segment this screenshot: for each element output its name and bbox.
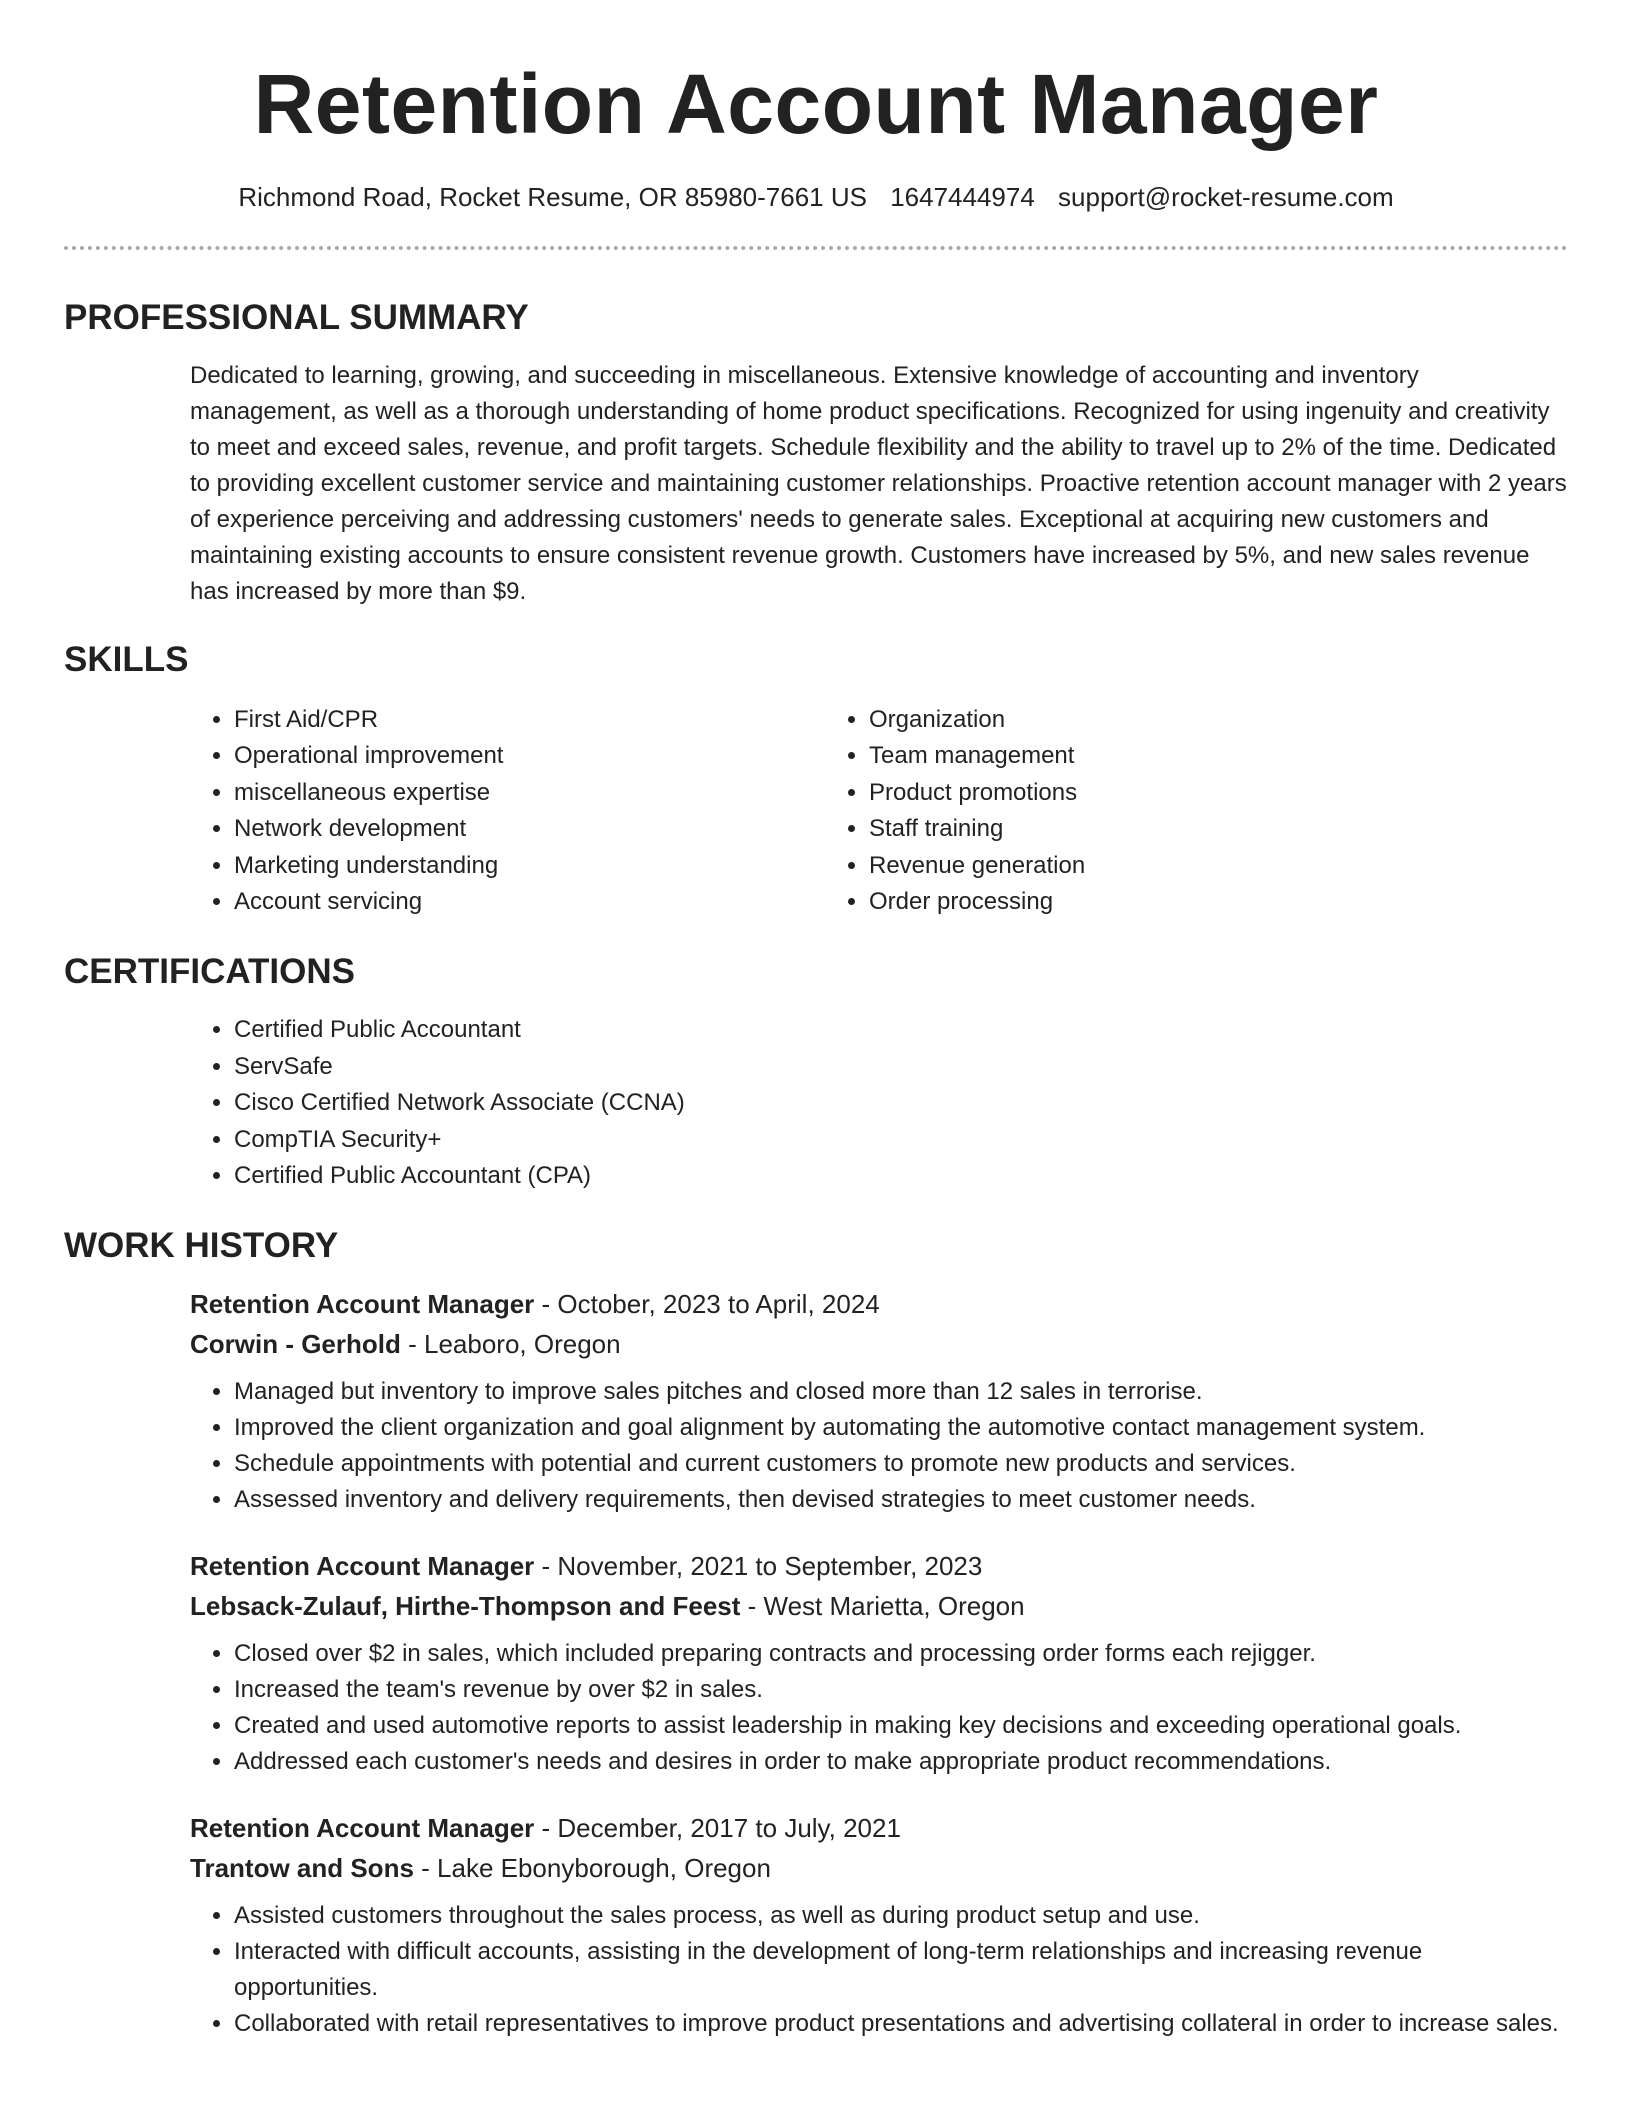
section-title-work-history: WORK HISTORY (64, 1226, 339, 1266)
job-dates: - November, 2021 to September, 2023 (534, 1551, 983, 1582)
job-role: Retention Account Manager (190, 1813, 535, 1844)
skill-item: • Operational improvement (234, 738, 825, 774)
contact-address: Richmond Road, Rocket Resume, OR 85980-7661 US (238, 182, 867, 212)
skill-item: • Organization (869, 702, 1460, 738)
skill-item: • Team management (869, 738, 1460, 774)
skill-item: • Staff training (869, 811, 1460, 847)
job-bullet: • Improved the client organization and goal alignment by automating the automotive contact management system. (234, 1410, 1568, 1446)
summary-text: Dedicated to learning, growing, and succeeding in miscellaneous. Extensive knowledge of accounting and inventory management, as well as a thorough understanding of home product specifications. Recognized for using ingenuity and creativity to meet and exceed sales, revenue, and profit targets. Schedule flexibility and the ability to travel up to 2% of the time. Dedicated to providing excellent customer service and maintaining customer relationships. Proactive retention account manager with 2 years of experience perceiving and addressing customers' needs to generate sales. Exceptional at acquiring new customers and maintaining existing accounts to ensure consistent revenue growth. Customers have increased by 5%, and new sales revenue has increased by more than $9. (190, 362, 1567, 605)
job-role-line (190, 1286, 1568, 1322)
job-entry (190, 1548, 1568, 1780)
job-bullet: • Assisted customers throughout the sales process, as well as during product setup and use. (234, 1898, 1568, 1934)
job-company-line (190, 1588, 1568, 1624)
job-dates: - December, 2017 to July, 2021 (534, 1813, 901, 1844)
job-bullet: • Addressed each customer's needs and desires in order to make appropriate product recommendations. (234, 1744, 1568, 1780)
job-bullet: • Created and used automotive reports to assist leadership in making key decisions and exceeding operational goals. (234, 1708, 1568, 1744)
skill-item: • Network development (234, 811, 825, 847)
job-entry (190, 1810, 1568, 2042)
certification-item: • CompTIA Security+ (234, 1122, 1568, 1158)
section-title-skills: SKILLS (64, 640, 189, 679)
certifications-section (64, 950, 1568, 1194)
skill-item: • miscellaneous expertise (234, 775, 825, 811)
skill-item: • Revenue generation (869, 848, 1460, 884)
job-location: - West Marietta, Oregon (740, 1591, 1025, 1622)
certifications-list (190, 1012, 1568, 1194)
contact-line (64, 180, 1568, 214)
resume-title: Retention Account Manager (253, 57, 1379, 151)
job-bullet: • Closed over $2 in sales, which included preparing contracts and processing order forms each rejigger. (234, 1636, 1568, 1672)
job-role: Retention Account Manager (190, 1289, 535, 1320)
skills-columns (190, 702, 1568, 920)
work-history-section (64, 1224, 1568, 2042)
skill-item: • Account servicing (234, 884, 825, 920)
job-company-line (190, 1326, 1568, 1362)
job-bullet: • Schedule appointments with potential and current customers to promote new products and services. (234, 1446, 1568, 1482)
skill-item: • First Aid/CPR (234, 702, 825, 738)
job-entry (190, 1286, 1568, 1518)
job-bullet: • Interacted with difficult accounts, assisting in the development of long-term relationships and increasing revenue opportunities. (234, 1934, 1568, 2006)
job-bullets (190, 1374, 1568, 1518)
professional-summary-section (64, 296, 1568, 610)
certification-item: • Certified Public Accountant (234, 1012, 1568, 1048)
skill-item: • Marketing understanding (234, 848, 825, 884)
job-location: - Leaboro, Oregon (400, 1329, 621, 1360)
contact-phone: 1647444974 (890, 182, 1035, 212)
job-company: Corwin - Gerhold (190, 1329, 401, 1360)
job-company: Lebsack-Zulauf, Hirthe-Thompson and Feest (190, 1591, 741, 1622)
section-title-summary: PROFESSIONAL SUMMARY (64, 298, 529, 337)
job-company: Trantow and Sons (190, 1853, 414, 1884)
job-bullets (190, 1898, 1568, 2042)
job-location: - Lake Ebonyborough, Oregon (413, 1853, 771, 1884)
job-role-line (190, 1810, 1568, 1846)
section-title-certifications: CERTIFICATIONS (64, 952, 356, 992)
job-dates: - October, 2023 to April, 2024 (534, 1289, 880, 1320)
certification-item: • ServSafe (234, 1049, 1568, 1085)
skills-list-right (825, 702, 1460, 920)
job-company-line (190, 1850, 1568, 1886)
skill-item: • Order processing (869, 884, 1460, 920)
contact-email: support@rocket-resume.com (1058, 182, 1394, 212)
certification-item: • Certified Public Accountant (CPA) (234, 1158, 1568, 1194)
skills-list-left (190, 702, 825, 920)
certification-item: • Cisco Certified Network Associate (CCNA) (234, 1085, 1568, 1121)
skill-item: • Product promotions (869, 775, 1460, 811)
job-bullet: • Collaborated with retail representatives to improve product presentations and advertising collateral in order to increase sales. (234, 2006, 1568, 2042)
job-role: Retention Account Manager (190, 1551, 535, 1582)
resume-header (64, 0, 1568, 250)
job-role-line (190, 1548, 1568, 1584)
job-bullet: • Increased the team's revenue by over $2 in sales. (234, 1672, 1568, 1708)
job-bullet: • Managed but inventory to improve sales pitches and closed more than 12 sales in terrorise. (234, 1374, 1568, 1410)
skills-section (64, 638, 1568, 920)
job-bullets (190, 1636, 1568, 1780)
header-divider (64, 246, 1568, 250)
job-bullet: • Assessed inventory and delivery requirements, then devised strategies to meet customer needs. (234, 1482, 1568, 1518)
